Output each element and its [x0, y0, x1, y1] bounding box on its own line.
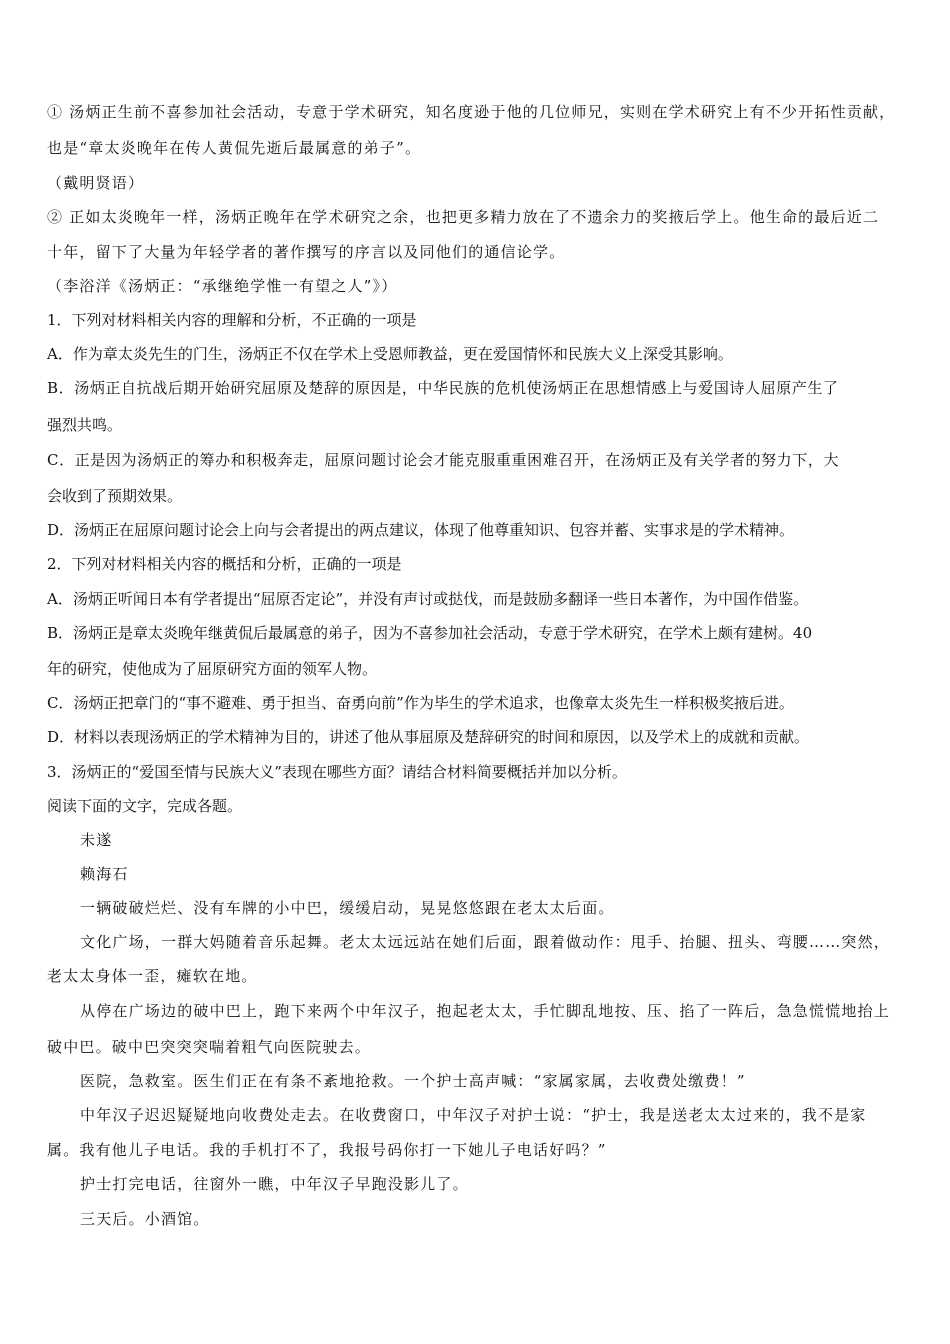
- reading-instruction: 阅读下面的文字，完成各题。: [47, 797, 243, 815]
- question-3-stem: 3．汤炳正的“爱国至情与民族大义”表现在哪些方面？请结合材料简要概括并加以分析。: [47, 763, 627, 781]
- story-paragraph-4: 医院，急救室。医生们正在有条不紊地抢救。一个护士高声喊：“家属家属，去收费处缴费！”: [80, 1072, 746, 1090]
- story-paragraph-3-line1: 从停在广场边的破中巴上，跑下来两个中年汉子，抱起老太太，手忙脚乱地按、压、掐了一阵后，急急慌慌地抬上: [80, 1002, 891, 1020]
- question-1-option-c-line1: C．正是因为汤炳正的筹办和积极奔走，屈原问题讨论会才能克服重重困难召开，在汤炳正及有关学者的努力下，大: [47, 451, 840, 469]
- story-author: 赖海石: [80, 865, 129, 883]
- question-2-option-b-line2: 年的研究，使他成为了屈原研究方面的领军人物。: [47, 660, 378, 678]
- material-source-1: （戴明贤语）: [47, 174, 145, 192]
- question-2-option-a: A．汤炳正听闻日本有学者提出“屈原否定论”，并没有声讨或挞伐，而是鼓励多翻译一些日本著作，为中国作借鉴。: [47, 590, 809, 608]
- material-para2-line1: ② 正如太炎晚年一样，汤炳正晚年在学术研究之余，也把更多精力放在了不遗余力的奖掖后学上。他生命的最后近二: [47, 208, 880, 226]
- question-1-option-d: D．汤炳正在屈原问题讨论会上向与会者提出的两点建议，体现了他尊重知识、包容并蓄、实事求是的学术精神。: [47, 521, 795, 539]
- story-paragraph-2-line1: 文化广场，一群大妈随着音乐起舞。老太太远远站在她们后面，跟着做动作：甩手、抬腿、扭头、弯腰……突然，: [80, 933, 891, 951]
- question-1-option-c-line2: 会收到了预期效果。: [47, 487, 183, 505]
- question-1-stem: 1．下列对材料相关内容的理解和分析，不正确的一项是: [47, 311, 417, 329]
- question-2-option-b-line1: B．汤炳正是章太炎晚年继黄侃后最属意的弟子，因为不喜参加社会活动，专意于学术研究，在学术上颇有建树。40: [47, 624, 813, 642]
- question-1-option-b-line2: 强烈共鸣。: [47, 416, 123, 434]
- story-paragraph-1: 一辆破破烂烂、没有车牌的小中巴，缓缓启动，晃晃悠悠跟在老太太后面。: [80, 899, 615, 917]
- question-2-option-d: D．材料以表现汤炳正的学术精神为目的，讲述了他从事屈原及楚辞研究的时间和原因，以及学术上的成就和贡献。: [47, 728, 810, 746]
- material-para2-line2: 十年，留下了大量为年轻学者的著作撰写的序言以及同他们的通信论学。: [47, 243, 566, 261]
- story-paragraph-5-line1: 中年汉子迟迟疑疑地向收费处走去。在收费窗口，中年汉子对护士说：“护士，我是送老太太过来的，我不是家: [80, 1106, 867, 1124]
- material-source-2: （李浴洋《汤炳正：“承继绝学惟一有望之人”》）: [47, 277, 398, 295]
- story-paragraph-5-line2: 属。我有他儿子电话。我的手机打不了，我报号码你打一下她儿子电话好吗？”: [47, 1141, 607, 1159]
- story-paragraph-7: 三天后。小酒馆。: [80, 1210, 210, 1228]
- material-para1-line2: 也是“章太炎晚年在传人黄侃先逝后最属意的弟子”。: [47, 139, 422, 157]
- question-2-option-c: C．汤炳正把章门的“事不避难、勇于担当、奋勇向前”作为毕生的学术追求，也像章太炎先生一样积极奖掖后进。: [47, 694, 794, 712]
- story-paragraph-3-line2: 破中巴。破中巴突突突喘着粗气向医院驶去。: [47, 1038, 372, 1056]
- story-paragraph-6: 护士打完电话，往窗外一瞧，中年汉子早跑没影儿了。: [80, 1175, 469, 1193]
- story-paragraph-2-line2: 老太太身体一歪，瘫软在地。: [47, 967, 258, 985]
- material-para1-line1: ① 汤炳正生前不喜参加社会活动，专意于学术研究，知名度逊于他的几位师兄，实则在学术研究上有不少开拓性贡献，: [47, 103, 896, 121]
- question-2-stem: 2．下列对材料相关内容的概括和分析，正确的一项是: [47, 555, 402, 573]
- question-1-option-a: A．作为章太炎先生的门生，汤炳正不仅在学术上受恩师教益，更在爱国情怀和民族大义上深受其影响。: [47, 345, 733, 363]
- story-title: 未遂: [80, 831, 113, 849]
- question-1-option-b-line1: B．汤炳正自抗战后期开始研究屈原及楚辞的原因是，中华民族的危机使汤炳正在思想情感上与爱国诗人屈原产生了: [47, 379, 839, 397]
